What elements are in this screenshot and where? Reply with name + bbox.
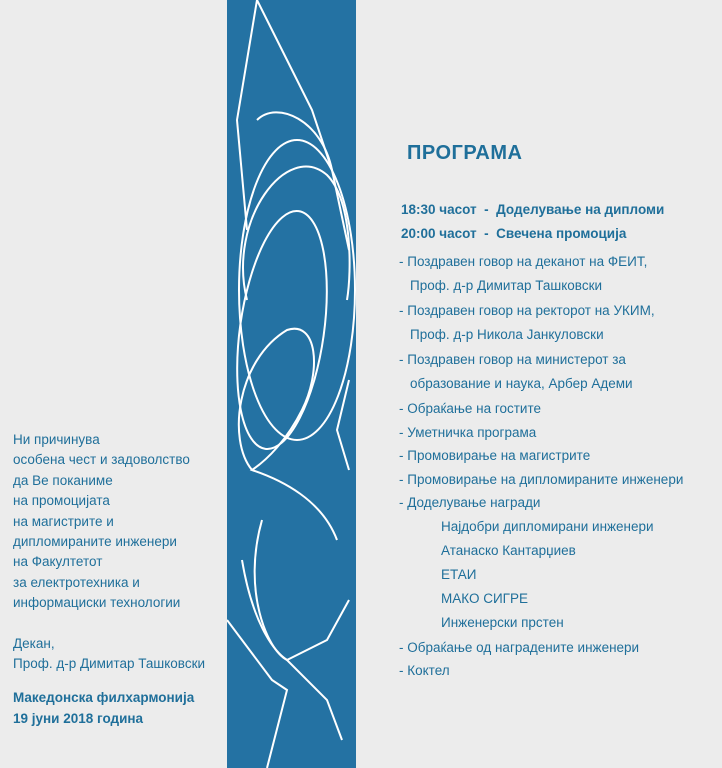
program-item-line: - Поздравен говор на министерот за (399, 352, 626, 367)
invitation-line: на промоцијата (13, 493, 110, 509)
schedule-row: 18:30 часот - Доделување на дипломи (401, 202, 665, 217)
decorative-band (227, 0, 356, 768)
program-item: - Коктел (399, 663, 450, 679)
award-item: МАКО СИГРЕ (441, 591, 528, 607)
invitation-line: на магистрите и (13, 513, 114, 529)
program-item (399, 348, 714, 395)
invitation-line: дипломираните инженери (13, 534, 177, 550)
invitation-line: информациски технологии (13, 595, 181, 611)
program-item-line: - Поздравен говор на ректорот на УКИМ, (399, 303, 655, 318)
program-item: - Промовирање на магистрите (399, 448, 591, 463)
program-title: ПРОГРАМА (407, 142, 523, 164)
invitation-line: да Ве поканиме (13, 472, 113, 488)
faculty-emblem-graphic (227, 0, 356, 768)
award-item: Атанаско Кантарџиев (441, 542, 576, 558)
award-item: Инженерски прстен (441, 615, 564, 631)
signature-name: Проф. д-р Димитар Ташковски (13, 656, 206, 672)
program-items (399, 250, 714, 683)
program-item-line: Проф. д-р Никола Јанкуловски (410, 326, 604, 342)
venue: Македонска филхармонија (13, 690, 195, 706)
program-item: - Доделување награди (399, 495, 541, 510)
invitation-block (13, 430, 223, 729)
program-item (399, 299, 714, 346)
program-item-line: образование и наука, Арбер Адеми (410, 375, 633, 391)
invitation-line: на Факултетот (13, 554, 103, 570)
award-item: Најдобри дипломирани инженери (441, 518, 654, 534)
program-item: - Обраќање од наградените инженери (399, 639, 640, 655)
award-item: ЕТАИ (441, 566, 477, 582)
signature-title: Декан, (13, 635, 55, 651)
invitation-line: особена чест и задоволство (13, 452, 190, 468)
schedule (401, 198, 664, 246)
program-item: - Обраќање на гостите (399, 401, 542, 416)
invitation-line: Ни причинува (13, 432, 100, 447)
event-date: 19 јуни 2018 година (13, 710, 144, 726)
program-item: - Уметничка програма (399, 424, 537, 440)
program-item-line: - Поздравен говор на деканот на ФЕИТ, (399, 254, 648, 269)
program-item-line: Проф. д-р Димитар Ташковски (410, 277, 603, 293)
program-item: - Промовирање на дипломираните инженери (399, 471, 684, 487)
invitation-line: за електротехника и (13, 574, 140, 590)
program-item (399, 250, 714, 297)
schedule-row: 20:00 часот - Свечена промоција (401, 226, 627, 241)
